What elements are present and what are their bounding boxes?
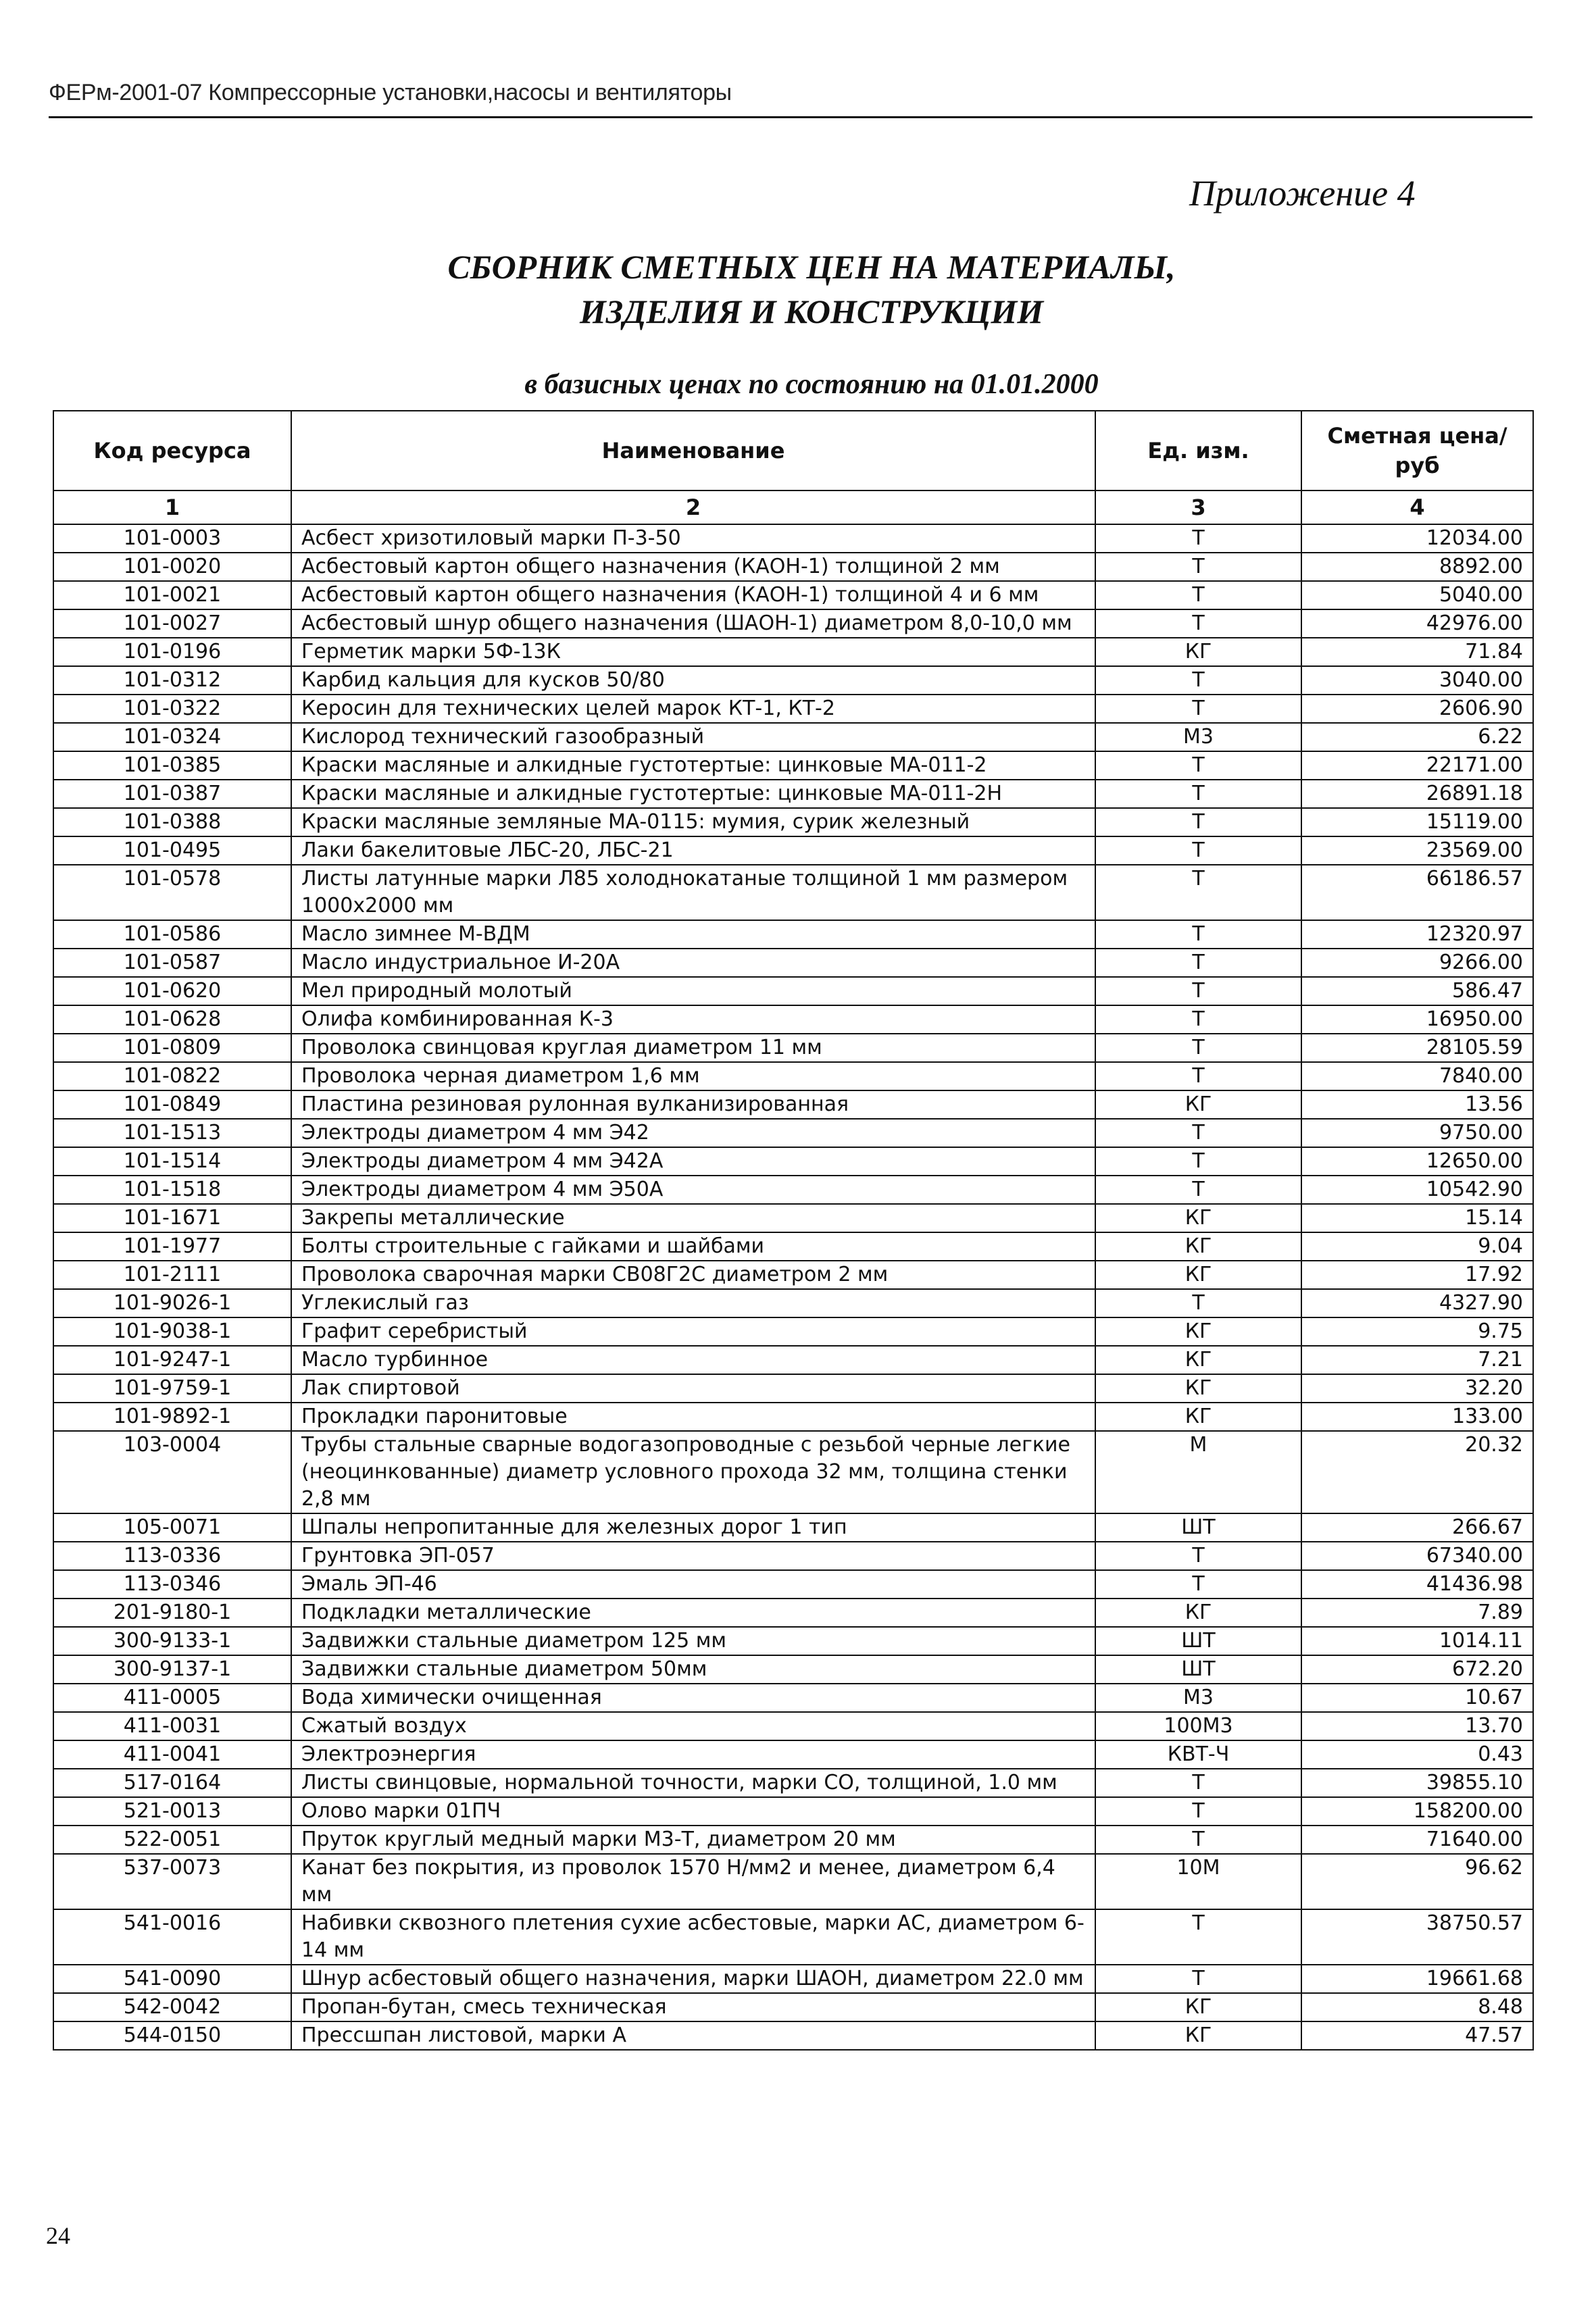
table-header-row [53, 411, 1533, 491]
table-row [53, 553, 1533, 581]
document-title [0, 245, 1596, 334]
unit-cell: КГ [1095, 1090, 1301, 1119]
table-row [53, 920, 1533, 949]
unit-cell: Т [1095, 1034, 1301, 1062]
item-name-cell: Задвижки стальные диаметром 125 мм [291, 1627, 1095, 1655]
price-cell: 38750.57 [1301, 1909, 1533, 1965]
column-header-name: Наименование [291, 411, 1095, 491]
unit-cell: Т [1095, 1826, 1301, 1854]
table-row [53, 1854, 1533, 1909]
resource-code-cell: 101-0628 [53, 1005, 291, 1034]
resource-code-cell: 101-0312 [53, 666, 291, 695]
resource-code-cell: 101-0322 [53, 695, 291, 723]
resource-code-cell: 101-0003 [53, 524, 291, 553]
item-name-cell: Графит серебристый [291, 1317, 1095, 1346]
unit-cell: Т [1095, 1062, 1301, 1090]
price-cell: 17.92 [1301, 1261, 1533, 1289]
resource-code-cell: 411-0041 [53, 1740, 291, 1769]
title-line-1: СБОРНИК СМЕТНЫХ ЦЕН НА МАТЕРИАЛЫ, [447, 248, 1176, 286]
price-cell: 158200.00 [1301, 1797, 1533, 1826]
table-row [53, 1797, 1533, 1826]
price-cell: 23569.00 [1301, 836, 1533, 865]
price-cell: 22171.00 [1301, 751, 1533, 780]
resource-code-cell: 101-9038-1 [53, 1317, 291, 1346]
price-cell: 71640.00 [1301, 1826, 1533, 1854]
resource-code-cell: 101-0324 [53, 723, 291, 751]
resource-code-cell: 521-0013 [53, 1797, 291, 1826]
price-cell: 12034.00 [1301, 524, 1533, 553]
item-name-cell: Проволока черная диаметром 1,6 мм [291, 1062, 1095, 1090]
column-number-4: 4 [1301, 491, 1533, 524]
unit-cell: 10М [1095, 1854, 1301, 1909]
resource-code-cell: 101-0020 [53, 553, 291, 581]
item-name-cell: Шнур асбестовый общего назначения, марки ШАОН, диаметром 22.0 мм [291, 1965, 1095, 1993]
price-cell: 9266.00 [1301, 949, 1533, 977]
unit-cell: КГ [1095, 1204, 1301, 1232]
table-row [53, 1431, 1533, 1513]
table-row [53, 1261, 1533, 1289]
unit-cell: Т [1095, 1176, 1301, 1204]
column-header-price: Сметная цена/руб [1301, 411, 1533, 491]
resource-code-cell: 101-1514 [53, 1147, 291, 1176]
table-row [53, 1317, 1533, 1346]
item-name-cell: Электроды диаметром 4 мм Э42А [291, 1147, 1095, 1176]
table-row [53, 1119, 1533, 1147]
resource-code-cell: 541-0016 [53, 1909, 291, 1965]
unit-cell: М [1095, 1431, 1301, 1513]
resource-code-cell: 544-0150 [53, 2021, 291, 2050]
document-subtitle: в базисных ценах по состоянию на 01.01.2000 [524, 369, 1099, 400]
resource-code-cell: 101-0196 [53, 638, 291, 666]
price-cell: 10542.90 [1301, 1176, 1533, 1204]
resource-code-cell: 101-9759-1 [53, 1374, 291, 1403]
table-row [53, 1740, 1533, 1769]
unit-cell: КГ [1095, 1403, 1301, 1431]
resource-code-cell: 101-0578 [53, 865, 291, 920]
price-cell: 12650.00 [1301, 1147, 1533, 1176]
table-row [53, 836, 1533, 865]
unit-cell: Т [1095, 780, 1301, 808]
resource-code-cell: 101-9247-1 [53, 1346, 291, 1374]
item-name-cell: Масло зимнее М-ВДМ [291, 920, 1095, 949]
unit-cell: Т [1095, 949, 1301, 977]
unit-cell: Т [1095, 581, 1301, 609]
price-cell: 4327.90 [1301, 1289, 1533, 1317]
table-row [53, 1005, 1533, 1034]
item-name-cell: Пропан-бутан, смесь техническая [291, 1993, 1095, 2021]
price-cell: 3040.00 [1301, 666, 1533, 695]
item-name-cell: Краски масляные и алкидные густотертые: цинковые МА-011-2 [291, 751, 1095, 780]
table-body [53, 524, 1533, 2050]
item-name-cell: Углекислый газ [291, 1289, 1095, 1317]
unit-cell: Т [1095, 1147, 1301, 1176]
item-name-cell: Эмаль ЭП-46 [291, 1570, 1095, 1599]
item-name-cell: Олово марки 01ПЧ [291, 1797, 1095, 1826]
column-number-row [53, 491, 1533, 524]
resource-code-cell: 113-0336 [53, 1542, 291, 1570]
unit-cell: Т [1095, 1797, 1301, 1826]
price-cell: 9.04 [1301, 1232, 1533, 1261]
item-name-cell: Подкладки металлические [291, 1599, 1095, 1627]
price-cell: 7.89 [1301, 1599, 1533, 1627]
unit-cell: Т [1095, 1119, 1301, 1147]
item-name-cell: Грунтовка ЭП-057 [291, 1542, 1095, 1570]
table-row [53, 1289, 1533, 1317]
item-name-cell: Вода химически очищенная [291, 1684, 1095, 1712]
unit-cell: ШТ [1095, 1655, 1301, 1684]
resource-code-cell: 105-0071 [53, 1513, 291, 1542]
item-name-cell: Асбестовый шнур общего назначения (ШАОН-1) диаметром 8,0-10,0 мм [291, 609, 1095, 638]
resource-code-cell: 101-0021 [53, 581, 291, 609]
price-cell: 266.67 [1301, 1513, 1533, 1542]
table-row [53, 1176, 1533, 1204]
item-name-cell: Кислород технический газообразный [291, 723, 1095, 751]
resource-code-cell: 113-0346 [53, 1570, 291, 1599]
item-name-cell: Олифа комбинированная К-3 [291, 1005, 1095, 1034]
unit-cell: Т [1095, 524, 1301, 553]
resource-code-cell: 300-9133-1 [53, 1627, 291, 1655]
price-cell: 7.21 [1301, 1346, 1533, 1374]
unit-cell: Т [1095, 666, 1301, 695]
item-name-cell: Канат без покрытия, из проволок 1570 Н/мм2 и менее, диаметром 6,4 мм [291, 1854, 1095, 1909]
price-cell: 19661.68 [1301, 1965, 1533, 1993]
unit-cell: КГ [1095, 1346, 1301, 1374]
table-row [53, 1204, 1533, 1232]
price-cell: 15.14 [1301, 1204, 1533, 1232]
item-name-cell: Асбестовый картон общего назначения (КАОН-1) толщиной 4 и 6 мм [291, 581, 1095, 609]
unit-cell: Т [1095, 1542, 1301, 1570]
column-number-2: 2 [291, 491, 1095, 524]
resource-code-cell: 101-9026-1 [53, 1289, 291, 1317]
unit-cell: М3 [1095, 723, 1301, 751]
item-name-cell: Карбид кальция для кусков 50/80 [291, 666, 1095, 695]
resource-code-cell: 201-9180-1 [53, 1599, 291, 1627]
price-table [53, 410, 1534, 2051]
item-name-cell: Сжатый воздух [291, 1712, 1095, 1740]
unit-cell: КГ [1095, 1993, 1301, 2021]
table-row [53, 1034, 1533, 1062]
price-cell: 2606.90 [1301, 695, 1533, 723]
item-name-cell: Асбест хризотиловый марки П-3-50 [291, 524, 1095, 553]
column-header-unit: Ед. изм. [1095, 411, 1301, 491]
item-name-cell: Прессшпан листовой, марки А [291, 2021, 1095, 2050]
unit-cell: Т [1095, 609, 1301, 638]
resource-code-cell: 101-1518 [53, 1176, 291, 1204]
table-row [53, 808, 1533, 836]
item-name-cell: Герметик марки 5Ф-13К [291, 638, 1095, 666]
item-name-cell: Асбестовый картон общего назначения (КАОН-1) толщиной 2 мм [291, 553, 1095, 581]
table-row [53, 865, 1533, 920]
price-cell: 133.00 [1301, 1403, 1533, 1431]
unit-cell: Т [1095, 836, 1301, 865]
item-name-cell: Проволока сварочная марки СВ08Г2С диаметром 2 мм [291, 1261, 1095, 1289]
price-cell: 42976.00 [1301, 609, 1533, 638]
unit-cell: Т [1095, 553, 1301, 581]
price-cell: 10.67 [1301, 1684, 1533, 1712]
resource-code-cell: 101-2111 [53, 1261, 291, 1289]
resource-code-cell: 101-0387 [53, 780, 291, 808]
item-name-cell: Листы латунные марки Л85 холоднокатаные толщиной 1 мм размером 1000х2000 мм [291, 865, 1095, 920]
table-row [53, 1627, 1533, 1655]
table-row [53, 1062, 1533, 1090]
table-row [53, 695, 1533, 723]
resource-code-cell: 411-0005 [53, 1684, 291, 1712]
table-row [53, 1826, 1533, 1854]
price-cell: 9.75 [1301, 1317, 1533, 1346]
price-cell: 6.22 [1301, 723, 1533, 751]
item-name-cell: Болты строительные с гайками и шайбами [291, 1232, 1095, 1261]
resource-code-cell: 101-0495 [53, 836, 291, 865]
item-name-cell: Пруток круглый медный марки М3-Т, диаметром 20 мм [291, 1826, 1095, 1854]
column-number-3: 3 [1095, 491, 1301, 524]
unit-cell: ШТ [1095, 1513, 1301, 1542]
item-name-cell: Масло турбинное [291, 1346, 1095, 1374]
resource-code-cell: 101-1513 [53, 1119, 291, 1147]
table-row [53, 1769, 1533, 1797]
unit-cell: КГ [1095, 1261, 1301, 1289]
item-name-cell: Электроды диаметром 4 мм Э50А [291, 1176, 1095, 1204]
unit-cell: КВТ-Ч [1095, 1740, 1301, 1769]
table-row [53, 2021, 1533, 2050]
column-number-1: 1 [53, 491, 291, 524]
item-name-cell: Пластина резиновая рулонная вулканизированная [291, 1090, 1095, 1119]
item-name-cell: Лаки бакелитовые ЛБС-20, ЛБС-21 [291, 836, 1095, 865]
table-row [53, 1712, 1533, 1740]
table-row [53, 1542, 1533, 1570]
item-name-cell: Лак спиртовой [291, 1374, 1095, 1403]
item-name-cell: Задвижки стальные диаметром 50мм [291, 1655, 1095, 1684]
price-cell: 32.20 [1301, 1374, 1533, 1403]
table-row [53, 780, 1533, 808]
price-cell: 47.57 [1301, 2021, 1533, 2050]
item-name-cell: Набивки сквозного плетения сухие асбестовые, марки АС, диаметром 6-14 мм [291, 1909, 1095, 1965]
item-name-cell: Электроэнергия [291, 1740, 1095, 1769]
resource-code-cell: 517-0164 [53, 1769, 291, 1797]
resource-code-cell: 101-0822 [53, 1062, 291, 1090]
price-cell: 13.70 [1301, 1712, 1533, 1740]
price-cell: 41436.98 [1301, 1570, 1533, 1599]
unit-cell: 100М3 [1095, 1712, 1301, 1740]
table-row [53, 1655, 1533, 1684]
price-cell: 12320.97 [1301, 920, 1533, 949]
item-name-cell: Листы свинцовые, нормальной точности, марки СО, толщиной, 1.0 мм [291, 1769, 1095, 1797]
unit-cell: Т [1095, 1570, 1301, 1599]
unit-cell: Т [1095, 1005, 1301, 1034]
resource-code-cell: 101-0385 [53, 751, 291, 780]
unit-cell: КГ [1095, 1317, 1301, 1346]
running-header: ФЕРм-2001-07 Компрессорные установки,насосы и вентиляторы [49, 80, 732, 105]
price-cell: 1014.11 [1301, 1627, 1533, 1655]
unit-cell: КГ [1095, 638, 1301, 666]
table-row [53, 1090, 1533, 1119]
unit-cell: КГ [1095, 1232, 1301, 1261]
table-row [53, 1346, 1533, 1374]
table-row [53, 1403, 1533, 1431]
item-name-cell: Трубы стальные сварные водогазопроводные с резьбой черные легкие (неоцинкованные) диаметр условного прохода 32 мм, толщина стенки 2,8 мм [291, 1431, 1095, 1513]
resource-code-cell: 101-0809 [53, 1034, 291, 1062]
table-row [53, 1965, 1533, 1993]
price-cell: 15119.00 [1301, 808, 1533, 836]
table-row [53, 638, 1533, 666]
price-cell: 586.47 [1301, 977, 1533, 1005]
resource-code-cell: 101-0620 [53, 977, 291, 1005]
title-line-2: ИЗДЕЛИЯ И КОНСТРУКЦИИ [579, 293, 1044, 330]
resource-code-cell: 522-0051 [53, 1826, 291, 1854]
price-cell: 66186.57 [1301, 865, 1533, 920]
table-row [53, 1599, 1533, 1627]
table-row [53, 949, 1533, 977]
table-row [53, 609, 1533, 638]
item-name-cell: Прокладки паронитовые [291, 1403, 1095, 1431]
table-row [53, 723, 1533, 751]
unit-cell: КГ [1095, 1599, 1301, 1627]
unit-cell: КГ [1095, 2021, 1301, 2050]
price-cell: 0.43 [1301, 1740, 1533, 1769]
table-row [53, 1570, 1533, 1599]
table-row [53, 666, 1533, 695]
price-cell: 20.32 [1301, 1431, 1533, 1513]
resource-code-cell: 101-9892-1 [53, 1403, 291, 1431]
resource-code-cell: 411-0031 [53, 1712, 291, 1740]
item-name-cell: Проволока свинцовая круглая диаметром 11 мм [291, 1034, 1095, 1062]
price-cell: 13.56 [1301, 1090, 1533, 1119]
table-row [53, 1232, 1533, 1261]
table-row [53, 977, 1533, 1005]
price-cell: 28105.59 [1301, 1034, 1533, 1062]
resource-code-cell: 542-0042 [53, 1993, 291, 2021]
unit-cell: Т [1095, 1909, 1301, 1965]
unit-cell: М3 [1095, 1684, 1301, 1712]
resource-code-cell: 101-1977 [53, 1232, 291, 1261]
column-header-code: Код ресурса [53, 411, 291, 491]
table-row [53, 1909, 1533, 1965]
unit-cell: Т [1095, 751, 1301, 780]
price-cell: 39855.10 [1301, 1769, 1533, 1797]
table-row [53, 1374, 1533, 1403]
price-cell: 16950.00 [1301, 1005, 1533, 1034]
unit-cell: Т [1095, 977, 1301, 1005]
resource-code-cell: 103-0004 [53, 1431, 291, 1513]
table-row [53, 524, 1533, 553]
unit-cell: Т [1095, 808, 1301, 836]
item-name-cell: Шпалы непропитанные для железных дорог 1 тип [291, 1513, 1095, 1542]
header-divider [49, 116, 1532, 118]
item-name-cell: Краски масляные земляные МА-0115: мумия, сурик железный [291, 808, 1095, 836]
unit-cell: КГ [1095, 1374, 1301, 1403]
item-name-cell: Масло индустриальное И-20А [291, 949, 1095, 977]
price-cell: 67340.00 [1301, 1542, 1533, 1570]
table-row [53, 751, 1533, 780]
resource-code-cell: 101-0586 [53, 920, 291, 949]
resource-code-cell: 101-0587 [53, 949, 291, 977]
price-cell: 5040.00 [1301, 581, 1533, 609]
unit-cell: Т [1095, 1965, 1301, 1993]
price-cell: 7840.00 [1301, 1062, 1533, 1090]
price-cell: 26891.18 [1301, 780, 1533, 808]
resource-code-cell: 101-0849 [53, 1090, 291, 1119]
price-cell: 71.84 [1301, 638, 1533, 666]
unit-cell: ШТ [1095, 1627, 1301, 1655]
resource-code-cell: 537-0073 [53, 1854, 291, 1909]
item-name-cell: Керосин для технических целей марок КТ-1, КТ-2 [291, 695, 1095, 723]
price-cell: 96.62 [1301, 1854, 1533, 1909]
item-name-cell: Мел природный молотый [291, 977, 1095, 1005]
unit-cell: Т [1095, 1769, 1301, 1797]
resource-code-cell: 541-0090 [53, 1965, 291, 1993]
item-name-cell: Электроды диаметром 4 мм Э42 [291, 1119, 1095, 1147]
price-cell: 672.20 [1301, 1655, 1533, 1684]
price-cell: 8892.00 [1301, 553, 1533, 581]
price-cell: 9750.00 [1301, 1119, 1533, 1147]
page-number: 24 [46, 2222, 70, 2249]
item-name-cell: Закрепы металлические [291, 1204, 1095, 1232]
table-row [53, 1147, 1533, 1176]
unit-cell: Т [1095, 920, 1301, 949]
resource-code-cell: 300-9137-1 [53, 1655, 291, 1684]
item-name-cell: Краски масляные и алкидные густотертые: цинковые МА-011-2Н [291, 780, 1095, 808]
unit-cell: Т [1095, 1289, 1301, 1317]
table-row [53, 581, 1533, 609]
resource-code-cell: 101-0027 [53, 609, 291, 638]
unit-cell: Т [1095, 695, 1301, 723]
appendix-label: Приложение 4 [1189, 173, 1416, 213]
unit-cell: Т [1095, 865, 1301, 920]
price-cell: 8.48 [1301, 1993, 1533, 2021]
table-row [53, 1993, 1533, 2021]
resource-code-cell: 101-1671 [53, 1204, 291, 1232]
table-row [53, 1513, 1533, 1542]
table-row [53, 1684, 1533, 1712]
resource-code-cell: 101-0388 [53, 808, 291, 836]
